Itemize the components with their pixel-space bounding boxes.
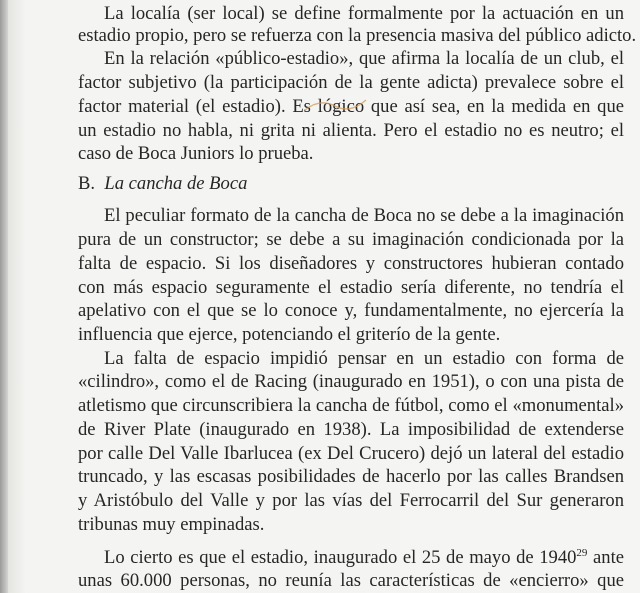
paragraph-line: falta de espacio. Si los diseñadores y constructores hubieran contado bbox=[78, 252, 624, 274]
footnote-reference: 29 bbox=[576, 546, 588, 559]
section-title: La cancha de Boca bbox=[104, 172, 248, 194]
paragraph-line: apelativo con el que se lo conoce y, fundamentalmente, no ejercería la bbox=[78, 300, 624, 322]
paragraph-line: de River Plate (inaugurado en 1938). La imposibilidad de extenderse bbox=[78, 418, 624, 440]
paragraph-line bbox=[104, 546, 624, 570]
paragraph-line: tribunas muy empinadas. bbox=[78, 513, 265, 535]
paragraph-line: pura de un constructor; se debe a su imaginación condicionada por la bbox=[78, 229, 624, 251]
paragraph-line: un estadio no habla, ni grita ni alienta. Pero el estadio no es neutro; el bbox=[78, 119, 624, 141]
paragraph-line: factor material (el estadio). Es lógico que así sea, en la medida en que bbox=[78, 95, 624, 117]
line-text: ante bbox=[593, 546, 624, 568]
paragraph-line: En la relación «público-estadio», que afirma la localía de un club, el bbox=[104, 48, 624, 70]
paragraph-line: influencia que ejerce, potenciando el griterío de la gente. bbox=[78, 323, 501, 345]
paragraph-line: La localía (ser local) se define formalmente por la actuación en un bbox=[104, 2, 624, 24]
paragraph-line: estadio propio, pero se refuerza con la presencia masiva del público adicto. bbox=[78, 24, 637, 46]
paragraph-line: «cilindro», como el de Racing (inaugurado en 1951), o con una pista de bbox=[78, 371, 624, 393]
paragraph-line: con más espacio seguramente el estadio sería diferente, no tendría el bbox=[78, 276, 624, 298]
paragraph-line: factor subjetivo (la participación de la gente adicta) prevalece sobre el bbox=[78, 72, 624, 94]
section-heading bbox=[78, 172, 624, 196]
page-gutter-shadow bbox=[0, 0, 8, 593]
paragraph-line: por calle Del Valle Ibarlucea (ex Del Crucero) dejó un lateral del estadio bbox=[78, 442, 624, 464]
paragraph-line: La falta de espacio impidió pensar en un estadio con forma de bbox=[104, 347, 624, 369]
paragraph-line: atletismo que circunscribiera la cancha de fútbol, como el «monumental» bbox=[78, 395, 624, 417]
paragraph-line: truncado, y las escasas posibilidades de hacerlo por las calles Brandsen bbox=[78, 466, 624, 488]
paragraph-line: unas 60.000 personas, no reunía las características de «encierro» que bbox=[78, 570, 624, 592]
paragraph-line: caso de Boca Juniors lo prueba. bbox=[78, 143, 314, 165]
paragraph-line: El peculiar formato de la cancha de Boca no se debe a la imaginación bbox=[104, 205, 624, 227]
line-text: Lo cierto es que el estadio, inaugurado el 25 de mayo de 1940 bbox=[104, 546, 577, 568]
paragraph-line: y Aristóbulo del Valle y por las vías del Ferrocarril del Sur generaron bbox=[78, 489, 624, 511]
section-number: B. bbox=[78, 172, 96, 194]
